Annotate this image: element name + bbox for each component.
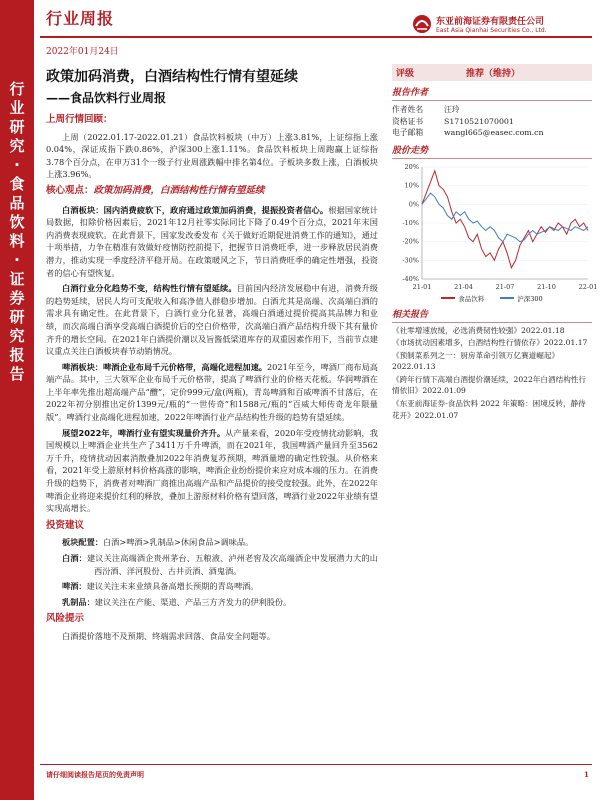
page-title: 政策加码消费，白酒结构性行情有望延续: [46, 69, 298, 85]
logo-en: East Asia Qianhai Securities Co., Ltd.: [436, 27, 547, 34]
related-report-link[interactable]: 《东亚前海证券-食品饮料 2022 年策略：困境反转，静待花开》2022.01.07: [392, 399, 586, 420]
investment-item: [46, 552, 378, 577]
analyst-label: 作者姓名: [392, 105, 424, 114]
paragraph-body: 2021年至今，啤酒厂商布局高端产品。其中，三大领军企业布局千元价格带，提高了啤酒行业的价格天花板。华润啤酒在上半年率先推出超高端产品“醴”，定价999元/盒(两瓶)，青岛啤酒和百威啤酒不甘落后，在2022年初分别推出定价1399元/瓶的“一世传奇”和1588元/瓶的“百威大师传奇龙年限量版”。啤酒行业高端化进程加速，2022年啤酒行业产品结构性升级的趋势有望延续。: [46, 361, 378, 423]
sidebar-info: [392, 64, 598, 422]
report-date: 2022年01月24日: [46, 47, 119, 57]
footer-disclaimer: 请仔细阅读报告尾页的免责声明: [46, 770, 144, 779]
core-view-text: 政策加码消费，白酒结构性行情有望延续: [93, 184, 265, 196]
risk-heading: 风险提示: [46, 613, 85, 625]
rating-label: 评级: [396, 69, 415, 79]
related-heading: 相关报告: [392, 307, 592, 323]
stock-chart: [392, 161, 598, 296]
y-tick-label: 0%: [408, 199, 419, 208]
company-logo: [412, 13, 592, 35]
x-tick-label: 21-07: [495, 282, 515, 291]
paragraph-trend: [46, 282, 378, 358]
paragraph-beer: [46, 361, 378, 424]
paragraph-lead: 展望2022年，啤酒行业有望实现量价齐升。: [62, 427, 226, 438]
investment-text: 建议关注未来业绩具备高增长预期的青岛啤酒。: [86, 581, 259, 592]
analyst-heading: 报告作者: [392, 85, 592, 101]
related-report-link[interactable]: 《跨年行情下高端白酒提价潮延续，2022年白酒结构性行情依旧》2022.01.09: [392, 374, 586, 396]
investment-text: 白酒>啤酒>乳制品>休闲食品>调味品。: [102, 537, 254, 548]
y-tick-label: -10%: [402, 218, 419, 227]
report-type: 行业周报: [46, 9, 115, 28]
stock-chart-svg: [392, 161, 598, 296]
analyst-row: [392, 104, 592, 116]
page-subtitle: ——食品饮料行业周报: [46, 91, 167, 105]
series-line-0: [422, 170, 588, 267]
header-divider: [40, 36, 592, 38]
paragraph-lead: 白酒板块：国内消费疲软下，政府通过政策加码消费，提振投资者信心。: [62, 204, 329, 215]
x-tick-label: 21-10: [537, 282, 556, 291]
investment-item: [46, 536, 378, 549]
investment-key: 啤酒：: [62, 581, 87, 592]
logo-icon: [412, 14, 432, 34]
paragraph-lead: 啤酒板块：啤酒企业布局千元价格带，高端化进程加速。: [62, 361, 267, 372]
investment-key: 乳制品：: [62, 596, 95, 607]
analyst-info: [392, 104, 592, 139]
rating-box: [392, 64, 592, 81]
analyst-label: 资格证书: [392, 116, 424, 126]
core-view-label: 核心观点：: [46, 184, 94, 196]
y-tick-label: 20%: [404, 162, 419, 171]
review-text: 上周（2022.01.17-2022.01.21）食品饮料板块（中万）上涨3.81%，上证综指上涨0.04%，深证成指下跌0.86%，沪深300上涨1.11%。食品饮料板块上周跑赢上证综指3.78个百分点，在申万31个一级子行业周涨跌幅中排名第4位。子板块多数上涨，白酒板块上涨3.96%。: [46, 131, 378, 180]
investment-item: [46, 580, 378, 593]
sidebar-label: 行业研究·食品饮料·证券研究报告: [9, 80, 25, 383]
y-tick-label: -30%: [402, 255, 419, 264]
x-tick-label: 22-01: [578, 282, 598, 291]
paragraph-body: 从产量来看，2020年受疫情扰动影响，我国规模以上啤酒企业共生产了3411万千升啤酒，而在2021年，我国啤酒产量回升至3562万千升，疫情扰动因素消散叠加2022年消费复苏预期，啤酒量增的确定性较强。从价格来看，2021年受上游原材料价格高涨的影响，啤酒企业纷纷提价来应对成本端的压力。在消费升级的趋势下，消费者对啤酒厂商推出高端产品和产品提价的接受度较强。此外，在2022年啤酒企业将迎来提价红利的释放，叠加上游原材料价格有望回落，啤酒行业2022年业绩有望实现高增长。: [46, 427, 378, 514]
core-view: [46, 185, 378, 198]
chart-heading: 股价走势: [392, 143, 592, 159]
main-content: [46, 112, 378, 646]
related-reports: [392, 325, 592, 422]
investment-text: 建议关注高端酒企贵州茅台、五粮液、泸州老窖及次高端酒企中发展潜力大的山西汾酒、洋河股份、古井贡酒、酒鬼酒。: [86, 553, 378, 576]
analyst-value: S1710521070001: [444, 116, 514, 126]
analyst-row: [392, 127, 592, 139]
y-tick-label: 10%: [404, 181, 419, 190]
investment-item: [46, 596, 378, 609]
related-report-link[interactable]: 《市场扰动因素增多，白酒结构性行情依存》2022.01.17: [392, 338, 588, 348]
investment-key: 白酒：: [62, 553, 87, 563]
legend-label: 沪深300: [517, 294, 543, 303]
series-line-1: [422, 193, 588, 242]
x-tick-label: 21-04: [454, 282, 473, 291]
paragraph-lead: 白酒行业分化趋势不变，结构性行情有望延续。: [62, 283, 237, 294]
y-tick-label: -20%: [402, 237, 419, 246]
paragraph-body: 根据国家统计局数据，扣除价格因素后，2021年12月社零实际同比下降了0.49个百分点，2021年末国内消费表现疲软。在此背景下，国家发改委发布《关于做好近期促进消费工作的通知》，通过十项举措，力争在精准有效做好疫情防控前提下，把握节日消费旺季，进一步释放居民消费潜力，推动实现一季度经济平稳开局。在政策暖风之下，节日消费旺季的确定性增强，投资者的信心有望恢复。: [46, 204, 378, 278]
analyst-value: wangl665@easec.com.cn: [444, 128, 544, 137]
paragraph-outlook: [46, 427, 378, 515]
x-tick-label: 21-01: [412, 282, 432, 291]
investment-key: 板块配置：: [62, 537, 103, 548]
investment-text: 建议关注在产能、渠道、产品三方齐发力的伊利股份。: [94, 596, 292, 607]
analyst-value: 汪玲: [444, 105, 460, 114]
footer-divider: [40, 764, 592, 765]
page-number: 1: [584, 770, 589, 779]
analyst-row: [392, 116, 592, 128]
related-report-link[interactable]: 《社零增速放缓，必选消费韧性较强》2022.01.18: [392, 325, 565, 335]
paragraph-baijiu: [46, 204, 378, 280]
y-tick-label: -40%: [402, 274, 419, 283]
review-heading: 上周行情回顾：: [46, 114, 113, 125]
investment-heading: 投资建议: [46, 519, 85, 531]
paragraph-body: 目前国内经济发展稳中有进，消费升级的趋势延续，居民人均可支配收入和高净值人群稳步增加。白酒尤其是高端、次高端白酒的需求具有确定性。在此背景下，白酒行业分化显著，高端白酒通过提价提高其品牌力和业绩，而次高端白酒享受高端白酒提价后的空白价格带，次高端白酒产品结构升级下其有量价齐升的增长空间。在2021年白酒提价潮以及旨酱低梁道库存的双重因素作用下，当前节点建议重点关注白酒板块春节动销情况。: [46, 283, 378, 357]
risk-text: 白酒提价落地不及预期、终端需求回落、食品安全问题等。: [62, 630, 275, 641]
related-report-link[interactable]: 《预制菜系列之一：厨房革命引领万亿赛道崛起》2022.01.13: [392, 350, 560, 372]
analyst-label: 电子邮箱: [392, 128, 424, 137]
legend-label: 食品饮料: [458, 294, 485, 303]
rating-value: 推荐（维持）: [466, 69, 521, 79]
logo-cn: 东亚前海证券有限责任公司: [436, 17, 545, 27]
